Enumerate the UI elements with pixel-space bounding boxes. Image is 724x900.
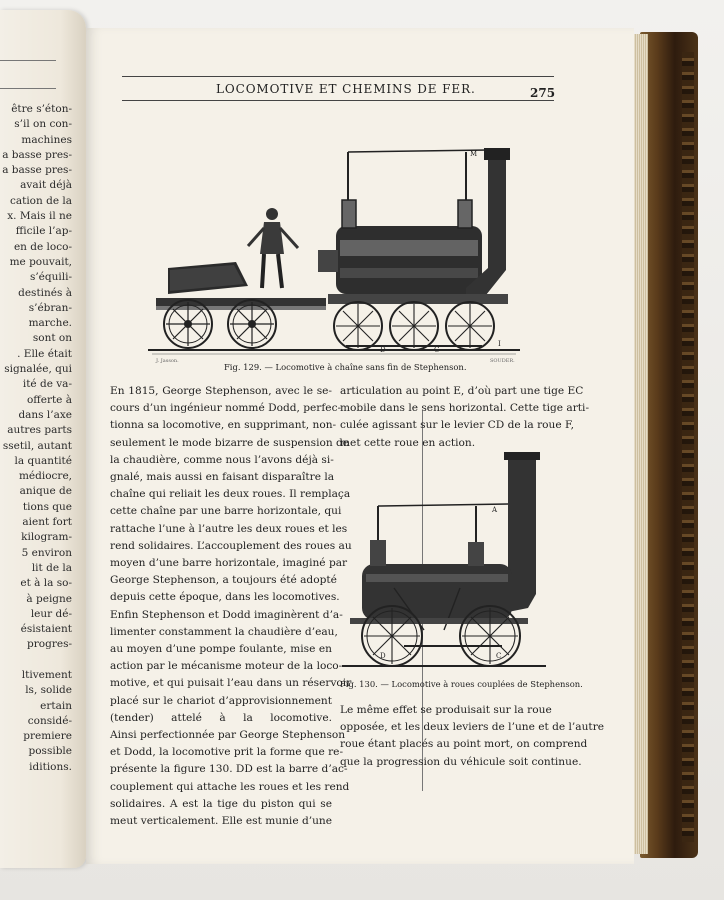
left-page-line: s’il on con- xyxy=(14,118,72,131)
text-line: cette chaîne par une barre horizontale, qui xyxy=(110,505,342,518)
text-line: motive, et qui puisait l’eau dans un réservoir xyxy=(110,677,352,690)
figure-130-caption: Fig. 130. — Locomotive à roues couplées de Stephenson. xyxy=(340,679,583,689)
left-page-line: leur dé- xyxy=(30,607,72,620)
left-page-line: médiocre, xyxy=(18,470,72,483)
left-page-line: tions que xyxy=(22,500,72,513)
left-page-line: signalée, qui xyxy=(4,363,72,376)
left-page-line: considé- xyxy=(27,714,72,727)
left-page-line: a basse pres- xyxy=(2,148,72,161)
text-line: George Stephenson, a toujours été adopté xyxy=(110,574,337,587)
left-page-line: à peigne xyxy=(26,592,72,605)
left-page-line: aient fort xyxy=(22,516,72,529)
left-page-line: a basse pres- xyxy=(2,164,72,177)
left-page-line: s’ébran- xyxy=(28,301,72,314)
left-page-line: ésistaient xyxy=(20,623,72,636)
left-page-line: être s’éton- xyxy=(11,103,72,115)
book-cover xyxy=(640,32,698,858)
text-line: seulement le mode bizarre de suspension de xyxy=(110,436,350,449)
text-line: met cette roue en action. xyxy=(340,436,476,449)
engraver-signature-right: SOUDER. xyxy=(490,358,515,364)
text-line: meut verticalement. Elle est munie d’une xyxy=(110,815,333,828)
text-line: En 1815, George Stephenson, avec le se- xyxy=(110,385,332,397)
header-rule-bottom xyxy=(122,100,554,101)
left-page-rule xyxy=(0,88,56,89)
text-line: limenter constamment la chaudière d’eau, xyxy=(110,625,338,638)
left-page-line: kilogram- xyxy=(21,531,72,544)
right-page xyxy=(86,28,634,864)
left-page-line: dans l’axe xyxy=(18,408,72,421)
marbled-edge xyxy=(682,52,694,842)
left-page-line: lit de la xyxy=(31,561,72,574)
left-page-line: et à la so- xyxy=(20,577,72,590)
text-line: roue étant placés au point mort, on comprend xyxy=(340,738,588,751)
text-line: et Dodd, la locomotive prit la forme que re- xyxy=(110,746,344,759)
left-page-line: en de loco- xyxy=(13,240,72,253)
left-page-line: autres parts xyxy=(7,424,72,437)
text-column-left xyxy=(110,383,352,830)
figure-130-locomotive-illustration xyxy=(340,448,550,674)
left-page-line: ertain xyxy=(40,699,72,712)
left-page-line: sont on xyxy=(32,332,72,345)
left-page-rule xyxy=(0,60,56,61)
text-line: Ainsi perfectionnée par George Stephenson xyxy=(110,729,346,742)
text-line: couplement qui attache les roues et les rend xyxy=(110,780,350,793)
text-line: moyen d’une barre horizontale, imaginé par xyxy=(110,557,348,570)
left-page-line: fficile l’ap- xyxy=(15,225,72,238)
fig130-label-C: C xyxy=(496,652,502,660)
left-page-line: machines xyxy=(21,133,72,146)
left-page-line xyxy=(2,653,72,668)
fig129-label-M: M xyxy=(470,150,478,158)
fig129-label-D: D xyxy=(380,346,386,354)
running-header: LOCOMOTIVE ET CHEMINS DE FER. xyxy=(216,82,476,96)
text-line: cours d’un ingénieur nommé Dodd, perfec- xyxy=(110,402,342,415)
text-line: articulation au point E, d’où part une tige EC xyxy=(340,385,584,397)
text-line: rattache l’une à l’autre les deux roues et les xyxy=(110,522,348,535)
text-line: Enfin Stephenson et Dodd imaginèrent d’a- xyxy=(110,608,343,621)
header-rule-top xyxy=(122,76,554,77)
text-line: placé sur le chariot d’approvisionnement xyxy=(110,694,332,707)
left-page-line: 5 environ xyxy=(21,546,72,559)
left-page-line: cation de la xyxy=(9,194,72,207)
engraver-signature-left: J. Jasson. xyxy=(156,358,179,364)
text-column-right-top xyxy=(340,383,590,452)
left-page-line: marche. xyxy=(28,317,72,330)
text-line: la chaudière, comme nous l’avons déjà si- xyxy=(110,453,334,466)
fig130-label-A: A xyxy=(492,506,498,514)
text-line: mobile dans le sens horizontal. Cette tige arti- xyxy=(340,402,590,415)
text-line: au moyen d’une pompe foulante, mise en xyxy=(110,643,332,656)
text-line: solidaires. A est la tige du piston qui se xyxy=(110,797,332,810)
text-column-right-bottom xyxy=(340,702,605,771)
figure-129-locomotive-illustration xyxy=(148,128,528,363)
left-page-line: . Elle était xyxy=(17,347,72,360)
text-line: depuis cette époque, dans les locomotives. xyxy=(110,591,340,604)
left-page-line: destinés à xyxy=(18,286,72,299)
left-page-line: offerte à xyxy=(26,393,72,406)
left-page-line: ltivement xyxy=(21,668,72,681)
left-page-line: possible xyxy=(28,745,72,758)
left-page-line: ité de va- xyxy=(22,378,72,391)
text-line: Le même effet se produisait sur la roue xyxy=(340,704,552,716)
left-page-line: ls, solide xyxy=(25,684,72,697)
text-line: (tender) attelé à la locomotive. xyxy=(110,711,332,724)
left-page xyxy=(0,10,86,868)
page-number: 275 xyxy=(530,86,556,100)
left-page-line: s’équili- xyxy=(29,271,72,284)
text-line: rend solidaires. L’accouplement des roues au xyxy=(110,539,352,552)
left-page-line: me pouvait, xyxy=(9,255,72,268)
left-page-line: la quantité xyxy=(14,454,72,467)
fig129-label-I: I xyxy=(498,340,501,348)
text-line: chaîne qui reliait les deux roues. Il remplaça xyxy=(110,488,351,501)
text-line: action par le mécanisme moteur de la loco- xyxy=(110,660,343,673)
text-line: que la progression du véhicule soit continue. xyxy=(340,755,582,768)
left-page-line: anique de xyxy=(19,485,72,498)
left-page-line: ssetil, autant xyxy=(2,439,72,452)
left-page-line: iditions. xyxy=(29,760,72,773)
text-line: gnalé, mais aussi en faisant disparaître la xyxy=(110,471,335,484)
left-page-line: premiere xyxy=(23,730,72,743)
text-line: culée agissant sur le levier CD de la roue F, xyxy=(340,419,575,432)
left-page-line: progres- xyxy=(27,638,72,651)
fig130-label-D: D xyxy=(380,652,386,660)
fig129-label-C: C xyxy=(434,346,440,354)
figure-129-caption: Fig. 129. — Locomotive à chaîne sans fin de Stephenson. xyxy=(224,362,467,372)
text-line: opposée, et les deux leviers de l’une et de l’autre xyxy=(340,721,605,734)
text-line: présente la figure 130. DD est la barre d’ac- xyxy=(110,763,348,776)
left-page-line: x. Mais il ne xyxy=(7,210,72,223)
text-line: tionna sa locomotive, en supprimant, non- xyxy=(110,419,337,432)
left-page-text xyxy=(2,102,72,775)
left-page-line: avait déjà xyxy=(20,179,72,192)
